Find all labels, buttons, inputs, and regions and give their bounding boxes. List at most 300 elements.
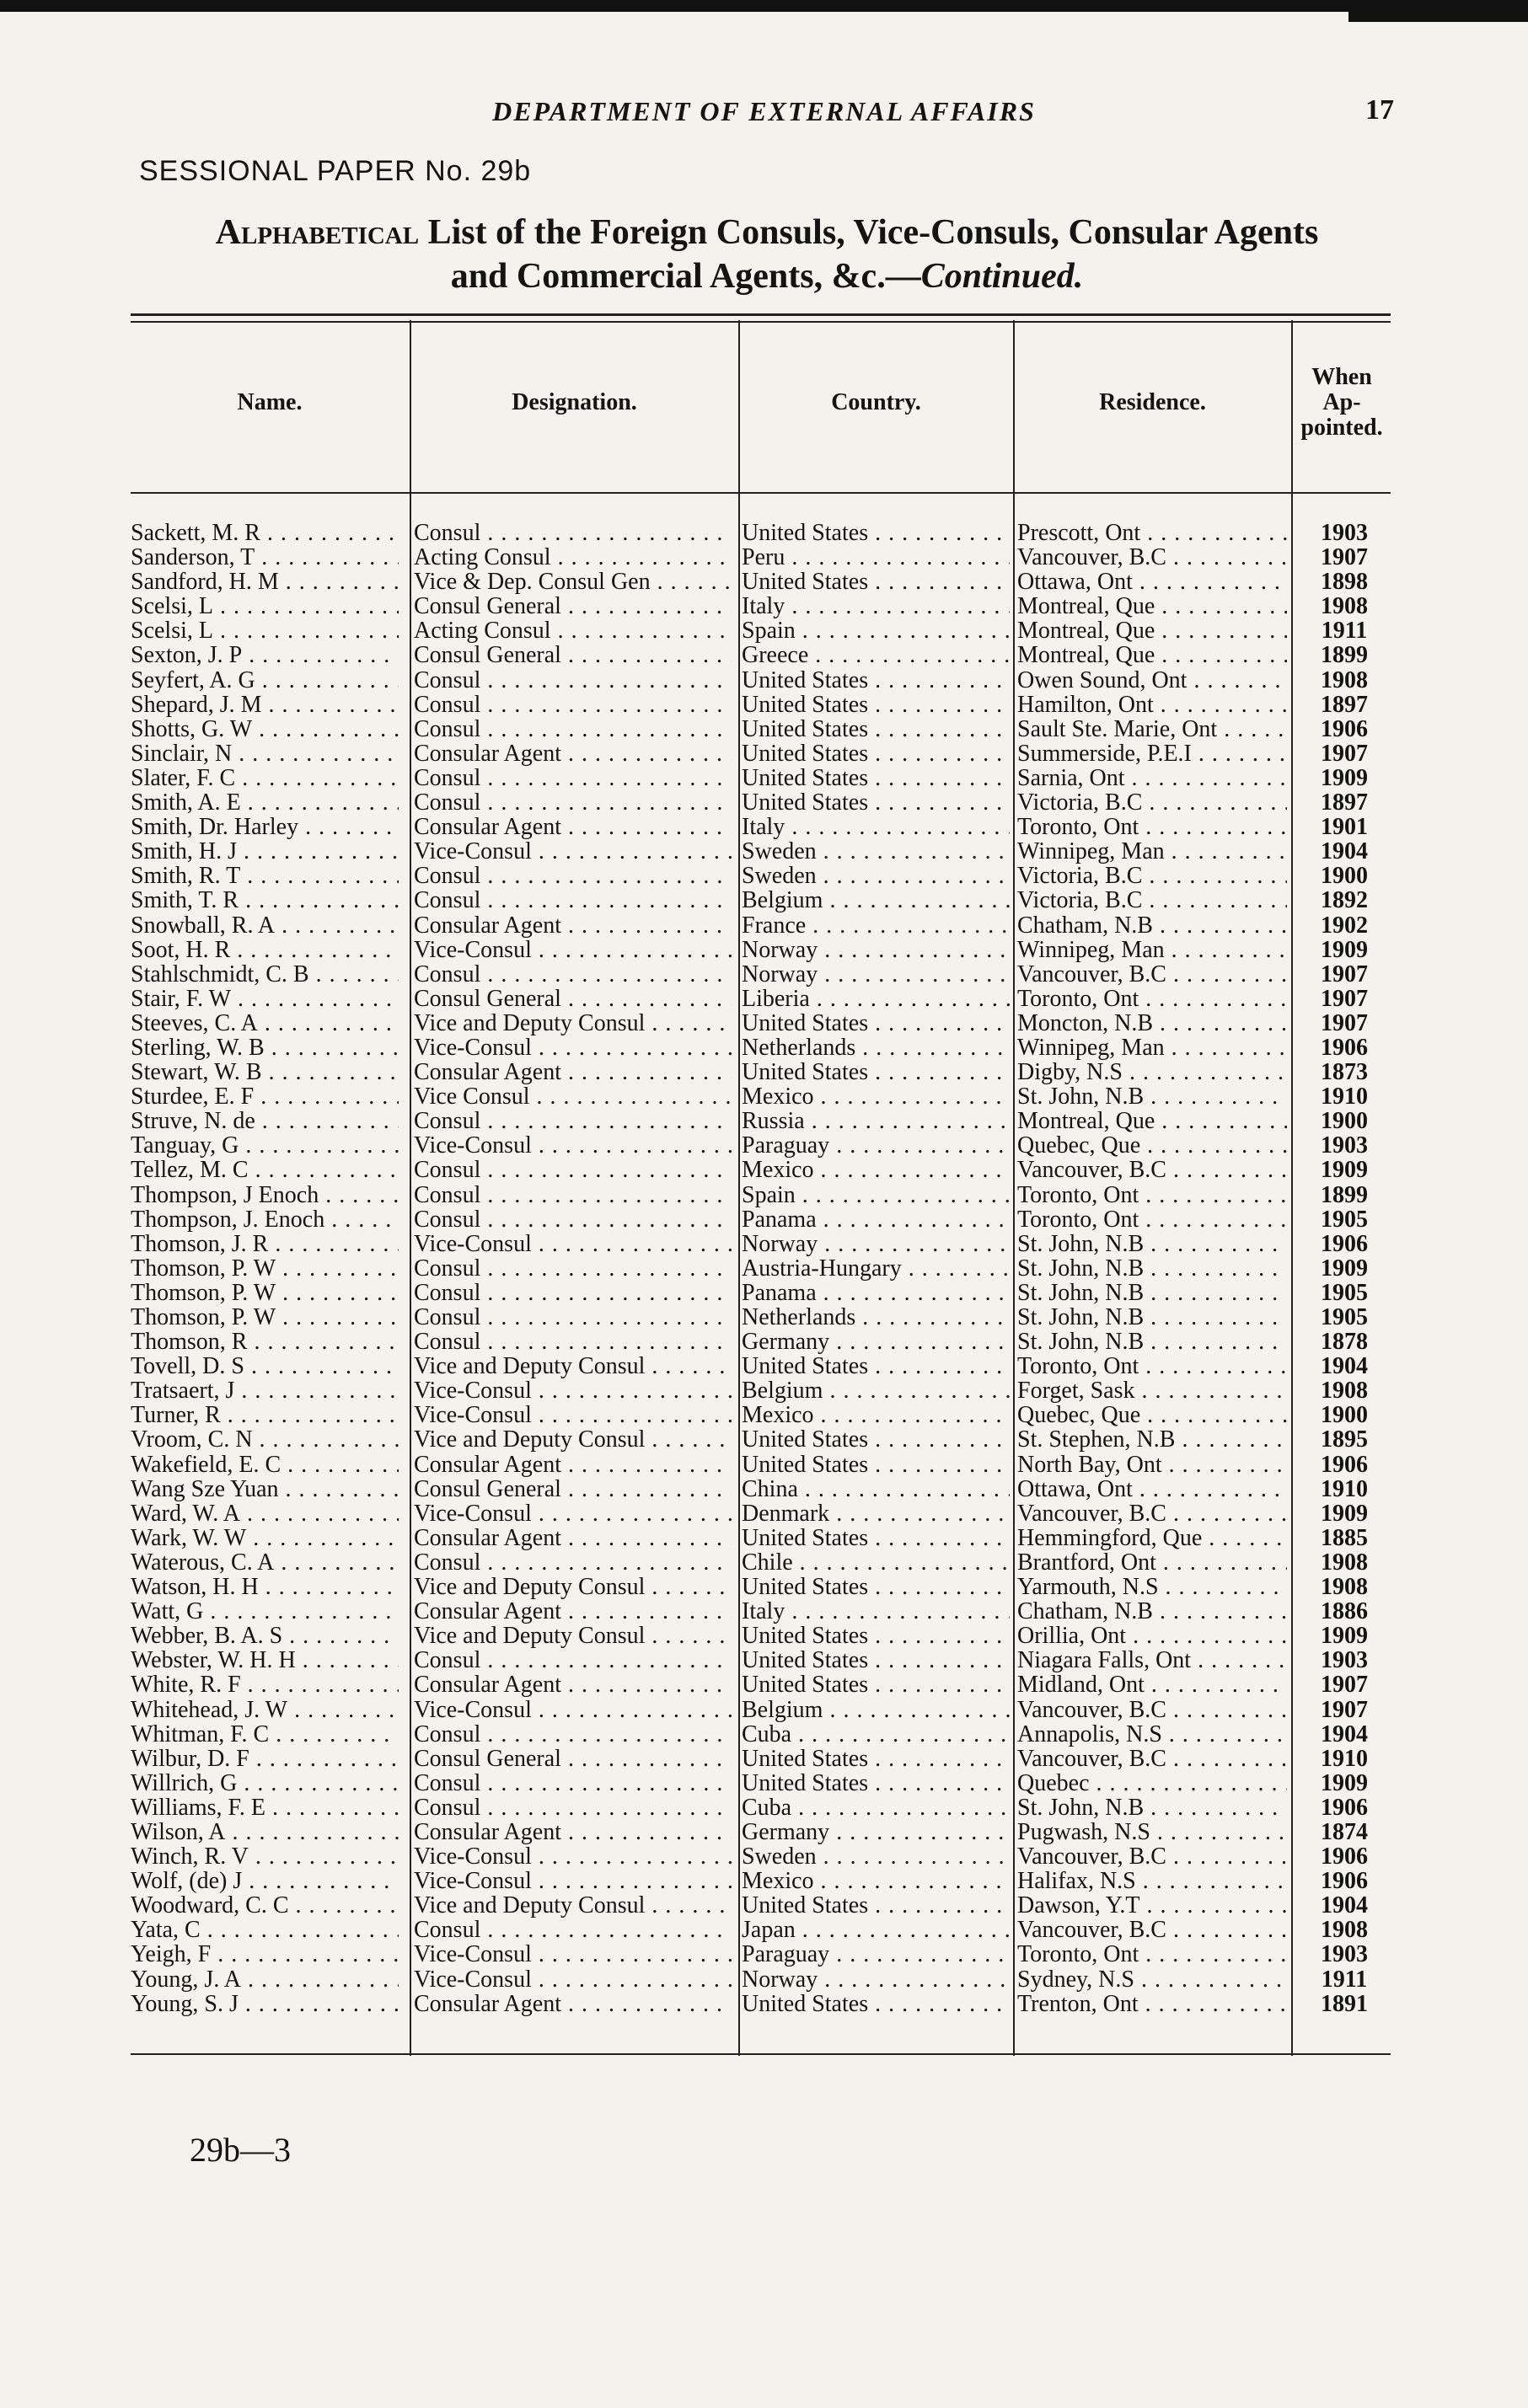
cell-year-appointed-text: 1900 [1321, 864, 1368, 889]
cell-country-text: Norway . . . [742, 938, 1010, 962]
cell-country [742, 1354, 1010, 1378]
table-row [131, 987, 1391, 1011]
cell-year-appointed-text: 1908 [1321, 1378, 1368, 1404]
cell-year-appointed [1298, 668, 1391, 693]
cell-residence-text: Toronto, Ont . . . [1017, 1183, 1287, 1207]
cell-name [131, 717, 399, 741]
table-row [131, 1183, 1391, 1207]
cell-residence [1017, 1378, 1287, 1403]
cell-year-appointed [1298, 521, 1391, 545]
cell-year-appointed [1298, 864, 1391, 888]
cell-name [131, 668, 399, 693]
cell-country [742, 1011, 1010, 1035]
cell-year-appointed-text: 1910 [1321, 1746, 1368, 1771]
cell-name-text: Waterous, C. A . . . [131, 1550, 399, 1575]
cell-residence-text: Niagara Falls, Ont . . . [1017, 1648, 1287, 1672]
cell-designation-text: Consul General . . . [414, 643, 732, 667]
cell-name [131, 1158, 399, 1182]
cell-name-text: Sanderson, T . . . [131, 545, 399, 570]
cell-residence [1017, 1281, 1287, 1305]
cell-designation [414, 815, 732, 839]
cell-name [131, 1109, 399, 1133]
cell-year-appointed-text: 1906 [1321, 1452, 1368, 1477]
cell-year-appointed-text: 1901 [1321, 815, 1368, 840]
column-header-designation: Designation. [512, 389, 637, 415]
cell-designation-text: Vice and Deputy Consul . . . [414, 1893, 732, 1918]
cell-country-text: United States . . . [742, 1893, 1010, 1918]
cell-name [131, 1427, 399, 1452]
cell-name [131, 1453, 399, 1477]
table-row [131, 1281, 1391, 1305]
cell-designation [414, 1427, 732, 1452]
cell-residence-text: Ottawa, Ont . . . [1017, 1477, 1287, 1501]
cell-name-text: Sandford, H. M . . . [131, 570, 399, 594]
cell-year-appointed-text: 1909 [1321, 765, 1368, 790]
cell-name [131, 1256, 399, 1281]
cell-country [742, 521, 1010, 545]
cell-designation [414, 962, 732, 987]
cell-country-text: Sweden . . . [742, 1844, 1010, 1869]
cell-residence [1017, 1207, 1287, 1232]
cell-residence [1017, 521, 1287, 545]
cell-year-appointed [1298, 1256, 1391, 1281]
cell-year-appointed-text: 1909 [1321, 937, 1368, 962]
cell-name [131, 1183, 399, 1207]
cell-designation-text: Consular Agent . . . [414, 1453, 732, 1477]
cell-designation [414, 1967, 732, 1992]
cell-country-text: Panama . . . [742, 1281, 1010, 1305]
cell-designation-text: Consul . . . [414, 1795, 732, 1820]
cell-year-appointed [1298, 1698, 1391, 1722]
cell-residence [1017, 766, 1287, 790]
cell-year-appointed [1298, 1771, 1391, 1795]
cell-residence-text: North Bay, Ont . . . [1017, 1453, 1287, 1477]
cell-designation [414, 1330, 732, 1354]
table-row [131, 839, 1391, 864]
cell-designation-text: Vice-Consul . . . [414, 1133, 732, 1158]
cell-name [131, 888, 399, 912]
cell-year-appointed-text: 1907 [1321, 545, 1368, 570]
cell-name [131, 1599, 399, 1624]
cell-designation [414, 1698, 732, 1722]
document-title [126, 211, 1407, 298]
cell-residence [1017, 1869, 1287, 1893]
cell-country-text: Sweden . . . [742, 864, 1010, 888]
cell-name-text: Sturdee, E. F . . . [131, 1084, 399, 1109]
cell-country [742, 618, 1010, 643]
cell-name-text: Thomson, P. W . . . [131, 1256, 399, 1281]
cell-year-appointed-text: 1910 [1321, 1084, 1368, 1110]
cell-country-text: Spain . . . [742, 618, 1010, 643]
cell-designation [414, 1672, 732, 1697]
table-row [131, 1795, 1391, 1820]
cell-designation-text: Consul . . . [414, 1305, 732, 1330]
cell-name-text: Wilson, A . . . [131, 1820, 399, 1844]
cell-designation [414, 1575, 732, 1599]
cell-name-text: Thompson, J Enoch . . . [131, 1183, 399, 1207]
cell-name-text: Ward, W. A . . . [131, 1501, 399, 1526]
cell-residence-text: Summerside, P.E.I . . . [1017, 741, 1287, 766]
cell-designation-text: Consular Agent . . . [414, 1526, 732, 1550]
cell-year-appointed-text: 1907 [1321, 1697, 1368, 1722]
cell-designation-text: Consul . . . [414, 766, 732, 790]
cell-name-text: Smith, A. E . . . [131, 790, 399, 815]
cell-year-appointed [1298, 1378, 1391, 1403]
cell-year-appointed [1298, 1281, 1391, 1305]
cell-residence-text: Moncton, N.B . . . [1017, 1011, 1287, 1035]
cell-residence-text: Montreal, Que . . . [1017, 618, 1287, 643]
cell-year-appointed-text: 1899 [1321, 1182, 1368, 1207]
cell-residence [1017, 1354, 1287, 1378]
cell-residence-text: Montreal, Que . . . [1017, 643, 1287, 667]
cell-name [131, 1844, 399, 1869]
cell-country-text: Austria-Hungary . . . [742, 1256, 1010, 1281]
cell-country-text: Germany . . . [742, 1820, 1010, 1844]
cell-name-text: Watt, G . . . [131, 1599, 399, 1624]
cell-country-text: Liberia . . . [742, 987, 1010, 1011]
cell-residence-text: Vancouver, B.C . . . [1017, 545, 1287, 570]
cell-name-text: Slater, F. C . . . [131, 766, 399, 790]
cell-designation [414, 1624, 732, 1648]
cell-name-text: Thomson, P. W . . . [131, 1281, 399, 1305]
table-row [131, 1672, 1391, 1697]
cell-name [131, 864, 399, 888]
cell-residence-text: St. John, N.B . . . [1017, 1330, 1287, 1354]
cell-year-appointed-text: 1907 [1321, 1010, 1368, 1035]
cell-name-text: Struve, N. de . . . [131, 1109, 399, 1133]
cell-designation-text: Consular Agent . . . [414, 815, 732, 839]
cell-year-appointed [1298, 1575, 1391, 1599]
table-top-rule [131, 313, 1391, 316]
cell-name [131, 1207, 399, 1232]
cell-designation [414, 1109, 732, 1133]
cell-year-appointed-text: 1874 [1321, 1819, 1368, 1844]
table-row [131, 618, 1391, 643]
cell-year-appointed [1298, 1795, 1391, 1820]
cell-year-appointed [1298, 1403, 1391, 1427]
cell-designation [414, 1084, 732, 1109]
cell-designation-text: Vice-Consul . . . [414, 1942, 732, 1967]
cell-year-appointed [1298, 1967, 1391, 1992]
cell-residence [1017, 1795, 1287, 1820]
cell-year-appointed [1298, 938, 1391, 962]
cell-designation [414, 1477, 732, 1501]
cell-name-text: Yata, C . . . [131, 1918, 399, 1942]
cell-name-text: Sexton, J. P . . . [131, 643, 399, 667]
cell-year-appointed-text: 1904 [1321, 1721, 1368, 1747]
cell-year-appointed-text: 1903 [1321, 521, 1368, 545]
cell-country [742, 1918, 1010, 1942]
cell-designation-text: Consular Agent . . . [414, 1992, 732, 2016]
cell-year-appointed-text: 1907 [1321, 986, 1368, 1011]
cell-residence [1017, 693, 1287, 717]
table-row [131, 1427, 1391, 1452]
cell-residence [1017, 1992, 1287, 2016]
table-row [131, 1330, 1391, 1354]
column-header-when-appointed: When Ap- pointed. [1300, 364, 1383, 441]
cell-country-text: United States . . . [742, 1624, 1010, 1648]
cell-name-text: Thomson, R . . . [131, 1330, 399, 1354]
cell-year-appointed [1298, 1477, 1391, 1501]
cell-country [742, 1330, 1010, 1354]
cell-country-text: Norway . . . [742, 1232, 1010, 1256]
cell-year-appointed-text: 1907 [1321, 961, 1368, 987]
cell-year-appointed [1298, 693, 1391, 717]
cell-residence-text: Victoria, B.C . . . [1017, 790, 1287, 815]
cell-name [131, 693, 399, 717]
cell-residence [1017, 913, 1287, 938]
cell-year-appointed [1298, 1158, 1391, 1182]
cell-designation [414, 594, 732, 618]
cell-name-text: Seyfert, A. G . . . [131, 668, 399, 693]
cell-designation-text: Consul . . . [414, 1109, 732, 1133]
cell-name [131, 1550, 399, 1575]
cell-residence [1017, 1501, 1287, 1526]
cell-year-appointed-text: 1910 [1321, 1476, 1368, 1501]
cell-country-text: Greece . . . [742, 643, 1010, 667]
cell-country [742, 1084, 1010, 1109]
cell-designation-text: Vice and Deputy Consul . . . [414, 1575, 732, 1599]
cell-name [131, 1747, 399, 1771]
cell-designation-text: Vice Consul . . . [414, 1084, 732, 1109]
cell-name [131, 1698, 399, 1722]
cell-year-appointed-text: 1891 [1321, 1991, 1368, 2016]
cell-country-text: Netherlands . . . [742, 1035, 1010, 1060]
cell-country-text: Paraguay . . . [742, 1942, 1010, 1967]
cell-designation [414, 888, 732, 912]
cell-residence-text: Yarmouth, N.S . . . [1017, 1575, 1287, 1599]
cell-residence-text: Prescott, Ont . . . [1017, 521, 1287, 545]
cell-residence [1017, 1232, 1287, 1256]
table-row [131, 545, 1391, 570]
table-row [131, 1011, 1391, 1035]
cell-country [742, 1893, 1010, 1918]
cell-residence [1017, 1771, 1287, 1795]
cell-residence-text: Digby, N.S . . . [1017, 1060, 1287, 1084]
cell-residence [1017, 1477, 1287, 1501]
cell-year-appointed-text: 1906 [1321, 1869, 1368, 1894]
cell-residence [1017, 1698, 1287, 1722]
cell-name-text: Wark, W. W . . . [131, 1526, 399, 1550]
cell-name [131, 1035, 399, 1060]
cell-name-text: Sinclair, N . . . [131, 741, 399, 766]
cell-country-text: Panama . . . [742, 1207, 1010, 1232]
cell-designation [414, 864, 732, 888]
table-bottom-rule [131, 2053, 1391, 2055]
cell-year-appointed-text: 1886 [1321, 1599, 1368, 1624]
cell-residence-text: Vancouver, B.C . . . [1017, 1698, 1287, 1722]
cell-year-appointed-text: 1908 [1321, 1918, 1368, 1943]
cell-designation [414, 741, 732, 766]
cell-designation-text: Vice-Consul . . . [414, 1403, 732, 1427]
cell-year-appointed [1298, 1672, 1391, 1697]
cell-designation-text: Consular Agent . . . [414, 1060, 732, 1084]
table-row [131, 1256, 1391, 1281]
cell-name [131, 618, 399, 643]
cell-residence [1017, 1330, 1287, 1354]
cell-designation-text: Vice-Consul . . . [414, 1869, 732, 1893]
cell-year-appointed [1298, 618, 1391, 643]
table-row [131, 693, 1391, 717]
table-row [131, 1158, 1391, 1182]
cell-country [742, 741, 1010, 766]
cell-country [742, 766, 1010, 790]
table-row [131, 766, 1391, 790]
cell-country [742, 1844, 1010, 1869]
cell-designation [414, 1403, 732, 1427]
cell-residence-text: Chatham, N.B . . . [1017, 1599, 1287, 1624]
cell-year-appointed [1298, 1747, 1391, 1771]
table-row [131, 1403, 1391, 1427]
cell-year-appointed [1298, 913, 1391, 938]
cell-name-text: Smith, R. T . . . [131, 864, 399, 888]
table-row [131, 1060, 1391, 1084]
cell-year-appointed [1298, 987, 1391, 1011]
cell-country-text: United States . . . [742, 717, 1010, 741]
table-row [131, 1844, 1391, 1869]
cell-residence [1017, 1084, 1287, 1109]
cell-country-text: United States . . . [742, 766, 1010, 790]
cell-name [131, 1575, 399, 1599]
cell-residence-text: Toronto, Ont . . . [1017, 1207, 1287, 1232]
cell-name [131, 521, 399, 545]
cell-year-appointed-text: 1909 [1321, 1158, 1368, 1183]
cell-year-appointed-text: 1900 [1321, 1403, 1368, 1428]
cell-residence [1017, 864, 1287, 888]
cell-year-appointed [1298, 1207, 1391, 1232]
cell-country-text: United States . . . [742, 1648, 1010, 1672]
cell-name [131, 766, 399, 790]
cell-designation [414, 938, 732, 962]
cell-country-text: United States . . . [742, 1427, 1010, 1452]
cell-name-text: Wolf, (de) J . . . [131, 1869, 399, 1893]
cell-residence [1017, 1918, 1287, 1942]
cell-residence-text: Annapolis, N.S . . . [1017, 1722, 1287, 1747]
cell-designation [414, 668, 732, 693]
cell-designation-text: Vice and Deputy Consul . . . [414, 1427, 732, 1452]
cell-country-text: United States . . . [742, 693, 1010, 717]
cell-residence-text: Vancouver, B.C . . . [1017, 1918, 1287, 1942]
cell-year-appointed [1298, 1183, 1391, 1207]
cell-year-appointed [1298, 1501, 1391, 1526]
cell-designation [414, 1133, 732, 1158]
table-row [131, 1893, 1391, 1918]
cell-designation-text: Vice and Deputy Consul . . . [414, 1624, 732, 1648]
cell-residence [1017, 1256, 1287, 1281]
cell-year-appointed [1298, 1354, 1391, 1378]
cell-country-text: Mexico . . . [742, 1158, 1010, 1182]
cell-name [131, 1501, 399, 1526]
cell-country [742, 1795, 1010, 1820]
cell-year-appointed [1298, 643, 1391, 667]
cell-designation [414, 766, 732, 790]
cell-residence-text: Chatham, N.B . . . [1017, 913, 1287, 938]
table-row [131, 1869, 1391, 1893]
cell-name [131, 1820, 399, 1844]
column-header-country: Country. [831, 389, 921, 415]
table-row [131, 1207, 1391, 1232]
cell-name-text: Tovell, D. S . . . [131, 1354, 399, 1378]
cell-residence-text: St. John, N.B . . . [1017, 1305, 1287, 1330]
cell-designation-text: Consul . . . [414, 1648, 732, 1672]
cell-country-text: Belgium . . . [742, 1698, 1010, 1722]
cell-designation-text: Vice-Consul . . . [414, 839, 732, 864]
cell-designation [414, 545, 732, 570]
cell-year-appointed [1298, 1918, 1391, 1942]
cell-residence [1017, 1550, 1287, 1575]
cell-year-appointed [1298, 1820, 1391, 1844]
cell-year-appointed [1298, 1109, 1391, 1133]
cell-designation [414, 1844, 732, 1869]
cell-designation-text: Consul . . . [414, 668, 732, 693]
cell-country [742, 1820, 1010, 1844]
cell-designation-text: Acting Consul . . . [414, 618, 732, 643]
cell-country [742, 1305, 1010, 1330]
cell-residence-text: Montreal, Que . . . [1017, 594, 1287, 618]
cell-country-text: United States . . . [742, 1747, 1010, 1771]
cell-residence-text: Victoria, B.C . . . [1017, 864, 1287, 888]
cell-residence-text: Toronto, Ont . . . [1017, 815, 1287, 839]
cell-name-text: Scelsi, L . . . [131, 594, 399, 618]
cell-name-text: Whitehead, J. W . . . [131, 1698, 399, 1722]
cell-name [131, 815, 399, 839]
cell-year-appointed [1298, 815, 1391, 839]
cell-year-appointed-text: 1903 [1321, 1133, 1368, 1159]
cell-residence-text: Pugwash, N.S . . . [1017, 1820, 1287, 1844]
cell-residence-text: Sarnia, Ont . . . [1017, 766, 1287, 790]
cell-residence-text: Vancouver, B.C . . . [1017, 1747, 1287, 1771]
cell-country [742, 668, 1010, 693]
cell-designation-text: Consul General . . . [414, 594, 732, 618]
cell-residence [1017, 1648, 1287, 1672]
cell-designation [414, 1918, 732, 1942]
cell-year-appointed-text: 1898 [1321, 570, 1368, 595]
cell-designation [414, 1378, 732, 1403]
cell-name [131, 1795, 399, 1820]
cell-name-text: Willrich, G . . . [131, 1771, 399, 1795]
cell-designation-text: Consular Agent . . . [414, 1820, 732, 1844]
cell-country [742, 1281, 1010, 1305]
cell-designation-text: Consul . . . [414, 1207, 732, 1232]
cell-year-appointed-text: 1897 [1321, 790, 1368, 816]
cell-country-text: Peru . . . [742, 545, 1010, 570]
cell-designation [414, 1060, 732, 1084]
cell-year-appointed-text: 1906 [1321, 1844, 1368, 1870]
cell-name [131, 1011, 399, 1035]
cell-year-appointed-text: 1904 [1321, 1893, 1368, 1918]
cell-residence-text: Dawson, Y.T . . . [1017, 1893, 1287, 1918]
cell-residence [1017, 1011, 1287, 1035]
cell-designation [414, 1820, 732, 1844]
cell-year-appointed-text: 1905 [1321, 1280, 1368, 1305]
table-row [131, 1722, 1391, 1747]
cell-designation [414, 1354, 732, 1378]
cell-year-appointed-text: 1908 [1321, 1575, 1368, 1600]
table-row [131, 1035, 1391, 1060]
cell-country [742, 1133, 1010, 1158]
cell-country [742, 1453, 1010, 1477]
cell-name [131, 1672, 399, 1697]
cell-designation [414, 717, 732, 741]
cell-residence [1017, 1893, 1287, 1918]
cell-year-appointed-text: 1911 [1321, 1967, 1368, 1992]
cell-residence [1017, 1035, 1287, 1060]
cell-country-text: Belgium . . . [742, 888, 1010, 912]
cell-residence-text: Forget, Sask . . . [1017, 1378, 1287, 1403]
cell-country-text: United States . . . [742, 521, 1010, 545]
cell-residence-text: Toronto, Ont . . . [1017, 1354, 1287, 1378]
cell-name [131, 1992, 399, 2016]
